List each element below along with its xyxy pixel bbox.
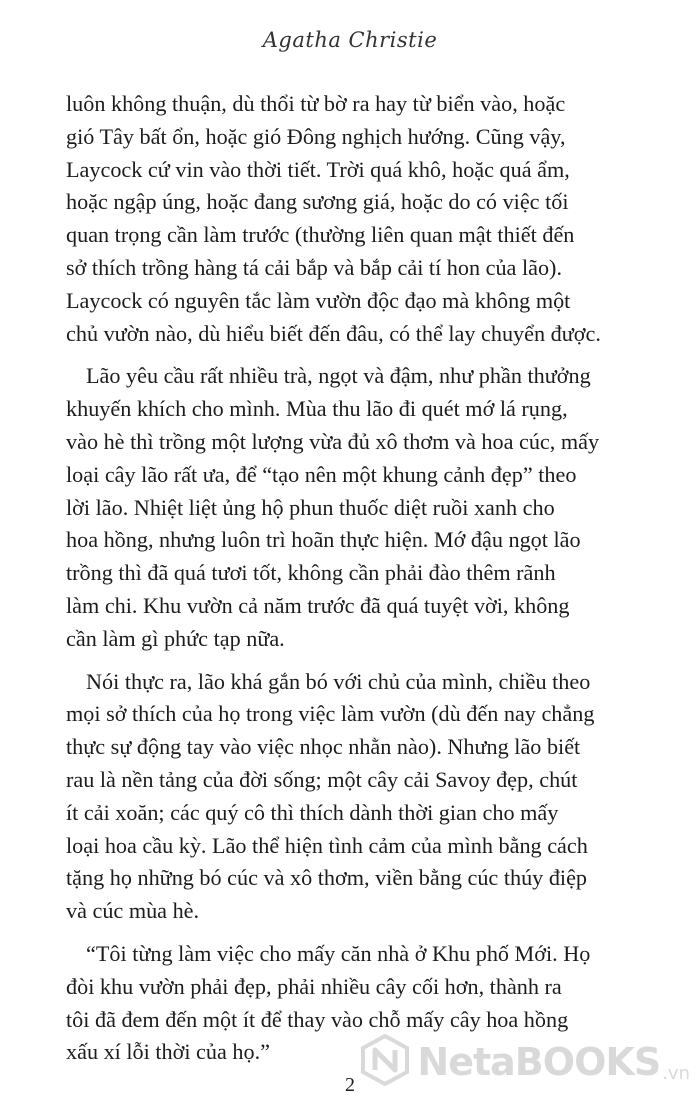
text-line: đòi khu vườn phải đẹp, phải nhiều cây cối hơn, thành ra <box>66 973 562 999</box>
text-line: loại cây lão rất ưa, để “tạo nên một khung cảnh đẹp” theo <box>66 461 577 487</box>
text-line: tôi đã đem đến một ít để thay vào chỗ mấy cây hoa hồng <box>66 1006 569 1032</box>
paragraph-3 <box>66 666 646 928</box>
watermark-brand: NetaBOOKS <box>417 1040 661 1084</box>
text-line: khuyến khích cho mình. Mùa thu lão đi quét mớ lá rụng, <box>66 396 568 422</box>
paragraph-gap <box>66 656 646 666</box>
text-line: hoặc ngập úng, hoặc đang sương giá, hoặc do có việc tối <box>66 189 569 215</box>
text-line: cần làm gì phức tạp nữa. <box>66 625 285 651</box>
text-line: vào hè thì trồng một lượng vừa đủ xô thơm và hoa cúc, mấy <box>66 428 600 454</box>
text-line: lời lão. Nhiệt liệt ủng hộ phun thuốc diệt ruồi xanh cho <box>66 494 555 520</box>
paragraph-gap <box>66 350 646 360</box>
text-line: loại hoa cầu kỳ. Lão thể hiện tình cảm của mình bằng cách <box>66 832 588 858</box>
text-line: quan trọng cần làm trước (thường liên quan mật thiết đến <box>66 222 575 248</box>
text-line: luôn không thuận, dù thổi từ bờ ra hay từ biển vào, hoặc <box>66 91 566 116</box>
text-line: trồng thì đã quá tươi tốt, không cần phải đào thêm rãnh <box>66 560 556 586</box>
text-line: gió Tây bất ổn, hoặc gió Đông nghịch hướng. Cũng vậy, <box>66 123 566 149</box>
text-line: Nói thực ra, lão khá gắn bó với chủ của mình, chiều theo <box>86 668 591 694</box>
text-line: hoa hồng, nhưng luôn trì hoãn thực hiện. Mớ đậu ngọt lão <box>66 527 581 553</box>
watermark <box>359 1034 690 1090</box>
text-line: Laycock cứ vin vào thời tiết. Trời quá khô, hoặc quá ẩm, <box>66 156 570 182</box>
body-text <box>66 88 646 1069</box>
text-line: Lão yêu cầu rất nhiều trà, ngọt và đậm, như phần thưởng <box>86 363 591 389</box>
netabooks-logo-icon <box>359 1034 411 1090</box>
page-number: 2 <box>345 1074 355 1096</box>
text-line: “Tôi từng làm việc cho mấy căn nhà ở Khu phố Mới. Họ <box>86 940 591 966</box>
text-line: xấu xí lỗi thời của họ.” <box>66 1039 270 1065</box>
text-line: và cúc mùa hè. <box>66 898 200 924</box>
paragraph-gap <box>66 928 646 938</box>
text-line: sở thích trồng hàng tá cải bắp và bắp cải tí hon của lão). <box>66 254 562 280</box>
text-line: Laycock có nguyên tắc làm vườn độc đạo mà không một <box>66 287 571 313</box>
text-line: tặng họ những bó cúc và xô thơm, viền bằng cúc thúy điệp <box>66 865 588 891</box>
text-line: thực sự động tay vào việc nhọc nhằn nào). Nhưng lão biết <box>66 734 581 760</box>
text-line: chủ vườn nào, dù hiểu biết đến đâu, có thể lay chuyển được. <box>66 320 601 346</box>
paragraph-2 <box>66 360 646 655</box>
text-line: rau là nền tảng của đời sống; một cây cải Savoy đẹp, chút <box>66 766 578 792</box>
watermark-suffix: .vn <box>662 1063 690 1084</box>
text-line: ít cải xoăn; các quý cô thì thích dành thời gian cho mấy <box>66 799 559 825</box>
text-line: mọi sở thích của họ trong việc làm vườn (dù đến nay chẳng <box>66 701 595 727</box>
running-header-author: Agatha Christie <box>262 28 438 52</box>
text-line: làm chi. Khu vườn cả năm trước đã quá tuyệt vời, không <box>66 592 570 618</box>
paragraph-1 <box>66 88 646 350</box>
